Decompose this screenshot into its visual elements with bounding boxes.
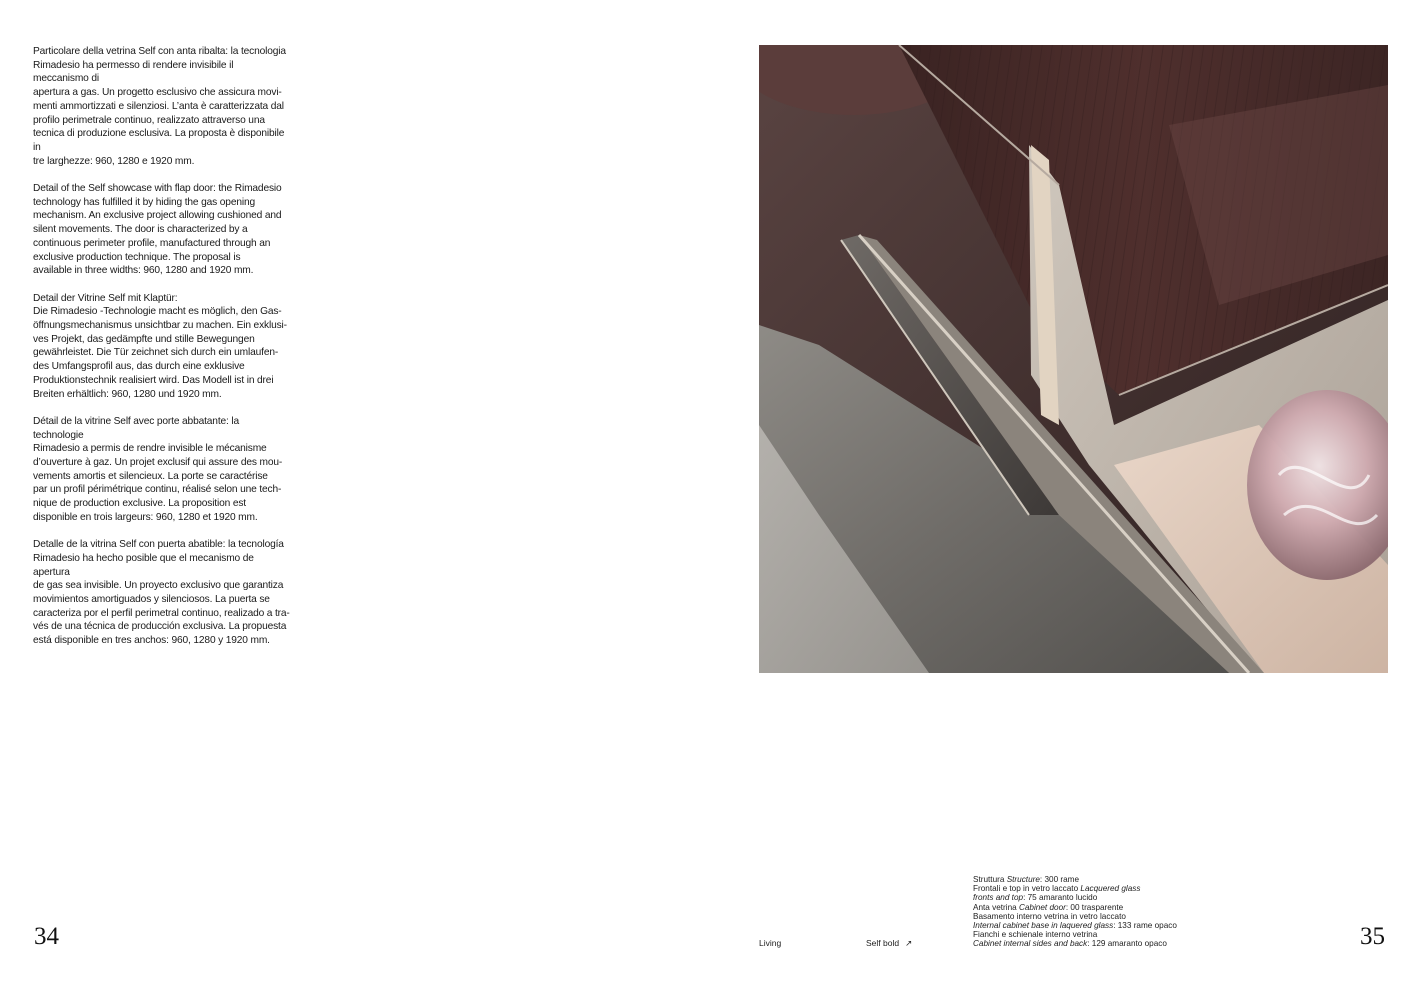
spec-text: : 00 trasparente [1065, 902, 1124, 912]
spec-text-italic: Cabinet internal sides and back [973, 939, 1088, 949]
spec-text-italic: Lacquered glass [1080, 884, 1141, 894]
spec-line [973, 884, 1213, 893]
spec-text: Struttura [973, 875, 1007, 884]
multilingual-description [33, 45, 291, 662]
finish-specifications [973, 875, 1213, 949]
spec-text: : 75 amaranto lucido [1023, 893, 1098, 903]
spec-line [973, 903, 1213, 912]
description-german: Detail der Vitrine Self mit Klaptür: Die Rimadesio -Technologie macht es möglich, den Gas- öffnungsmechanismus unsichtbar zu machen. Ein exklusi- ves Projekt, das gedämpfte und stille Bewegungen gewährleistet. Die Tür zeichnet sich durch ein umlaufen- des Umfangsprofil aus, das durch eine exklusive Produktionstechnik realisiert wird. Das Modell ist in drei Breiten erhältlich: 960, 1280 und 1920 mm. [33, 292, 287, 400]
spec-text: : 129 amaranto opaco [1087, 939, 1167, 949]
spec-text-italic: Cabinet door [1018, 902, 1066, 912]
spec-line [973, 921, 1213, 930]
spec-text-italic: fronts and top [973, 893, 1024, 903]
right-page [710, 0, 1420, 981]
arrow-up-right-icon: ↗ [905, 938, 913, 948]
spec-text: Anta vetrina [973, 902, 1019, 912]
spec-text: Fianchi e schienale interno vetrina [973, 930, 1098, 940]
spec-text: Basamento interno vetrina in vetro laccato [973, 911, 1126, 921]
product-photo [759, 45, 1388, 673]
footer-section-label: Living [759, 938, 782, 948]
spec-text-italic: Internal cabinet base in laquered glass [973, 921, 1114, 931]
footer-product-label: Self bold [866, 938, 900, 948]
spec-line [973, 912, 1213, 921]
description-spanish: Detalle de la vitrina Self con puerta abatible: la tecnología Rimadesio ha hecho posible que el mecanismo de apertura de gas sea invisible. Un proyecto exclusivo que garantiza movimientos amortiguados y silenciosos. La puerta se caracteriza por el perfil perimetral continuo, realizado a tra- vés de una técnica de producción exclusiva. La propuesta está disponible en tres anchos: 960, 1280 y 1920 mm. [33, 539, 290, 647]
spec-line [973, 930, 1213, 939]
spec-line [973, 875, 1213, 884]
showcase-photo-illustration [759, 45, 1388, 673]
spec-line [973, 893, 1213, 902]
spec-text: Frontali e top in vetro laccato [973, 884, 1081, 894]
spec-text-italic: Structure [1006, 875, 1040, 884]
page-number-left: 34 [34, 923, 59, 950]
description-french: Détail de la vitrine Self avec porte abbatante: la technologie Rimadesio a permis de rendre invisible le mécanisme d’ouverture à gaz. Un projet exclusif qui assure des mou- vements amortis et silencieux. La porte se caractérise par un profil périmétrique continu, réalisé selon une tech- nique de production exclusive. La proposition est disponible en trois largeurs: 960, 1280 et 1920 mm. [33, 415, 283, 523]
description-italian: Particolare della vetrina Self con anta ribalta: la tecnologia Rimadesio ha permesso di rendere invisibile il meccanismo di apertura a gas. Un progetto esclusivo che assicura movi- menti ammortizzati e silenziosi. L’anta è caratterizzata dal profilo perimetrale continuo, realizzato attraverso una tecnica di produzione esclusiva. La proposta è disponibile in tre larghezze: 960, 1280 e 1920 mm. [33, 46, 286, 167]
spec-text: : 133 rame opaco [1113, 921, 1177, 931]
spec-text: : 300 rame [1039, 875, 1080, 884]
page-number-right: 35 [1360, 923, 1385, 950]
spec-line [973, 939, 1213, 948]
footer-product-link[interactable] [866, 938, 912, 949]
description-english: Detail of the Self showcase with flap door: the Rimadesio technology has fulfilled it by hiding the gas opening mechanism. An exclusive project allowing cushioned and silent movements. The door is characterized by a continuous perimeter profile, manufactured through an exclusive production technique. The proposal is available in three widths: 960, 1280 and 1920 mm. [33, 183, 282, 277]
